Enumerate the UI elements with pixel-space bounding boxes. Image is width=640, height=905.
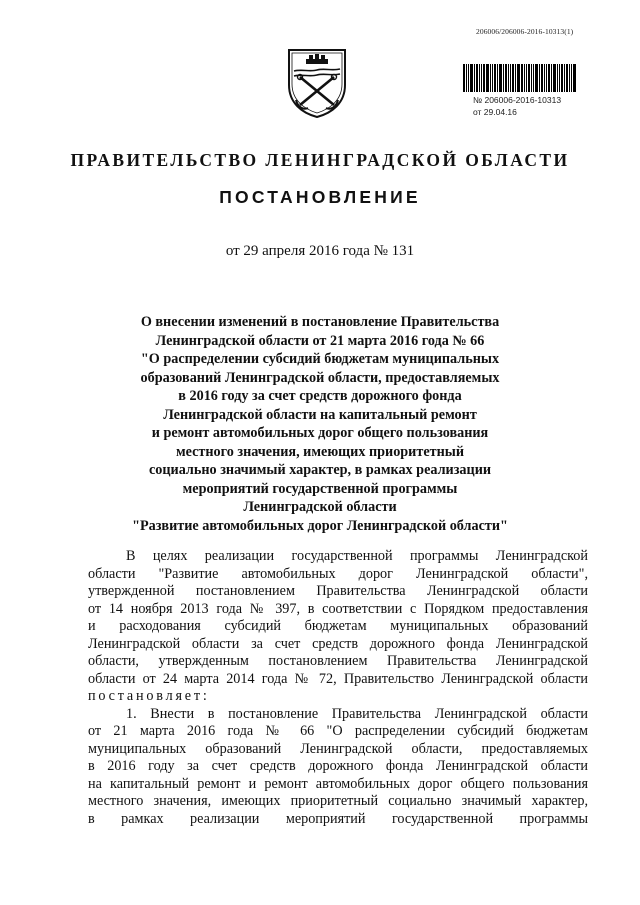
subject-line: социально значимый характер, в рамках реализации	[148, 462, 492, 478]
subject-line: и ремонт автомобильных дорог общего пользования	[151, 425, 489, 441]
body-line: области от 24 марта 2014 года № 72, Правительство Ленинградской области	[88, 670, 588, 687]
document-id: 206006/206006-2016-10313(1)	[476, 27, 574, 36]
paragraph-item-1	[88, 706, 588, 829]
subject-line: "Развитие автомобильных дорог Ленинградской области"	[132, 517, 508, 534]
body-line: и расходования субсидий бюджетам муниципальных образований	[88, 618, 588, 634]
subject-line: Ленинградской области на капитальный ремонт	[163, 406, 477, 423]
registration-date: от 29.04.16	[473, 107, 517, 117]
body-line: муниципальных образований Ленинградской области, предоставляемых	[88, 740, 588, 757]
body-line: области "Развитие автомобильных дорог Ленинградской области",	[88, 565, 588, 582]
body-line: 1. Внести в постановление Правительства Ленинградской области	[126, 705, 588, 722]
coat-of-arms-icon	[286, 47, 348, 119]
subject-line: в 2016 году за счет средств дорожного фонда	[178, 388, 462, 404]
subject-line: Ленинградской области	[243, 499, 397, 515]
paragraph-preamble	[88, 548, 588, 688]
body-line: от 14 ноября 2013 года № 397, в соответствии с Порядком предоставления	[88, 600, 588, 617]
body-line: в рамках реализации мероприятий государственной программы	[88, 810, 588, 827]
subject-line: образований Ленинградской области, предоставляемых	[140, 369, 500, 386]
document-type-title: ПОСТАНОВЛЕНИЕ	[219, 187, 421, 207]
body-line: на капитальный ремонт и ремонт автомобильных дорог общего пользования	[88, 775, 588, 792]
body-line: В целях реализации государственной программы Ленинградской	[126, 548, 588, 564]
decree-date-number: от 29 апреля 2016 года № 131	[225, 243, 415, 259]
decree-body	[88, 548, 588, 828]
subject-line: местного значения, имеющих приоритетный	[175, 443, 465, 460]
body-line: области, утвержденным постановлением Правительства Ленинградской	[88, 653, 588, 669]
government-title: ПРАВИТЕЛЬСТВО ЛЕНИНГРАДСКОЙ ОБЛАСТИ	[70, 150, 570, 170]
subject-line: "О распределении субсидий бюджетам муниципальных	[140, 351, 500, 367]
body-line: от 21 марта 2016 года № 66 "О распределении субсидий бюджетам	[88, 723, 588, 739]
decree-keyword: постановляет:	[88, 688, 210, 704]
decree-subject	[100, 313, 540, 535]
body-line: в 2016 году за счет средств дорожного фонда Ленинградской области	[88, 758, 588, 774]
barcode-icon	[463, 64, 585, 92]
registration-number: № 206006-2016-10313	[473, 95, 562, 105]
subject-line: О внесении изменений в постановление Правительства	[140, 314, 500, 330]
body-line: местного значения, имеющих приоритетный социально значимый характер,	[88, 793, 588, 809]
body-line: утвержденной постановлением Правительства Ленинградской области	[88, 583, 588, 599]
subject-line: мероприятий государственной программы	[182, 480, 458, 497]
subject-line: Ленинградской области от 21 марта 2016 года № 66	[155, 332, 485, 349]
body-line: Ленинградской области за счет средств дорожного фонда Ленинградской	[88, 635, 588, 652]
